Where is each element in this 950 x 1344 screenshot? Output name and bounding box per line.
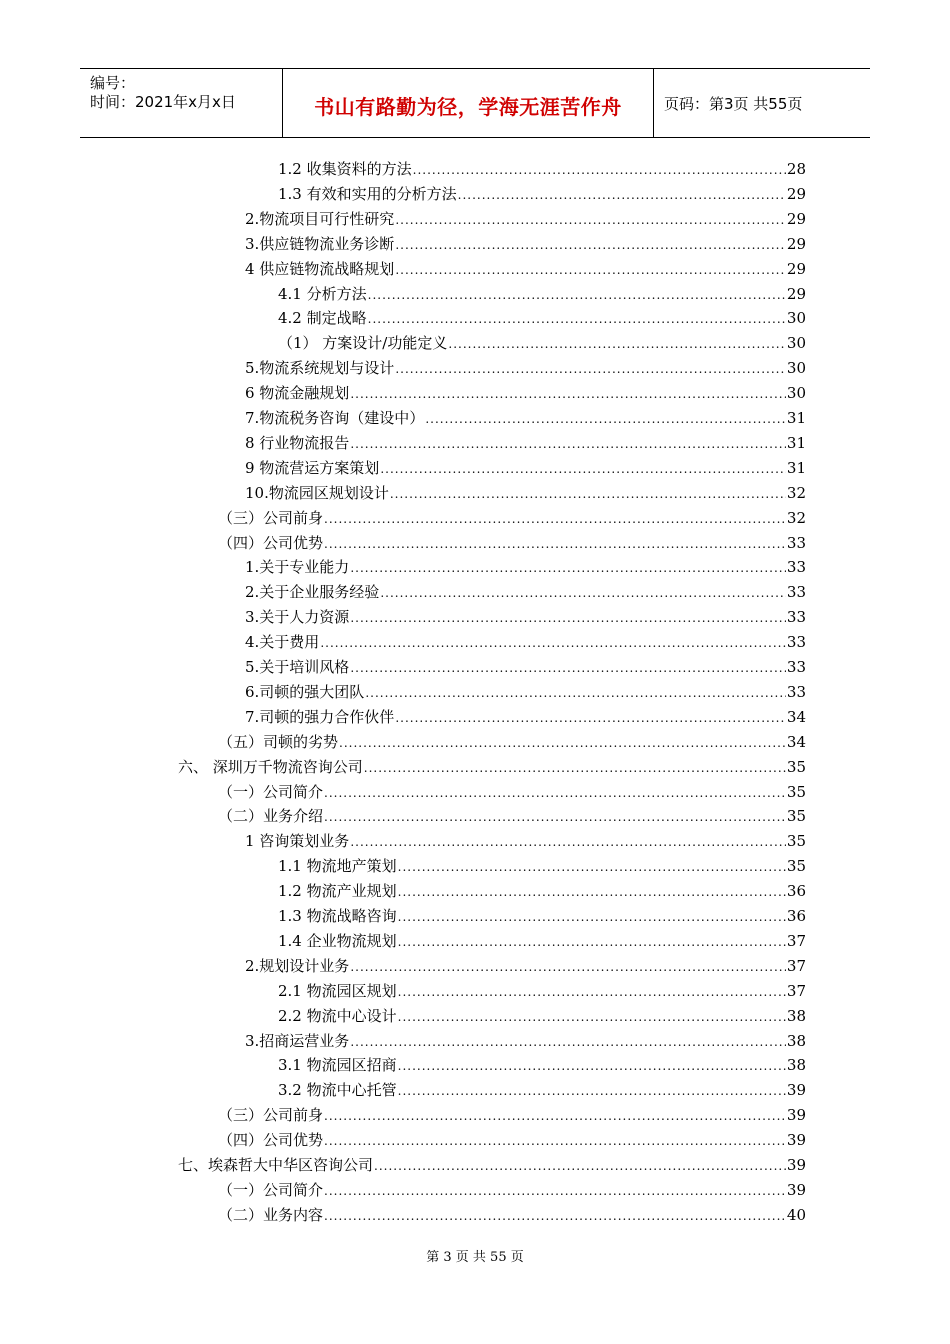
toc-dot-leader: [324, 806, 786, 828]
toc-entry[interactable]: [218, 781, 806, 803]
toc-entry-title: 4.2 制定战略: [278, 309, 367, 328]
toc-entry-title: 1.3 有效和实用的分析方法: [278, 184, 457, 203]
toc-entry[interactable]: [278, 930, 806, 952]
toc-entry-title: 1.3 物流战略咨询: [278, 907, 397, 925]
toc-dot-leader: [398, 1055, 786, 1077]
toc-entry[interactable]: [278, 332, 806, 354]
toc-entry-title: 3.供应链物流业务诊断: [245, 234, 395, 253]
toc-entry-title: 六、 深圳万千物流咨询公司: [178, 757, 363, 776]
toc-entry[interactable]: [245, 432, 806, 454]
toc-entry-page: 33: [786, 533, 806, 552]
toc-entry-page: 36: [786, 907, 806, 925]
toc-dot-leader: [413, 159, 786, 181]
toc-entry-page: 32: [786, 483, 806, 502]
toc-entry-page: 38: [786, 1006, 806, 1025]
toc-entry-page: 30: [786, 309, 806, 328]
toc-dot-leader: [425, 408, 786, 430]
toc-entry[interactable]: [245, 382, 806, 404]
toc-entry-page: 31: [786, 433, 806, 452]
toc-entry[interactable]: [245, 457, 806, 479]
toc-dot-leader: [350, 607, 786, 629]
toc-entry[interactable]: [278, 855, 806, 877]
toc-entry-title: 1.2 物流产业规划: [278, 882, 397, 901]
toc-dot-leader: [350, 831, 786, 853]
toc-entry-title: 3.2 物流中心托管: [278, 1081, 397, 1100]
toc-entry-title: 7.司顿的强力合作伙伴: [245, 707, 395, 726]
toc-entry-page: 30: [786, 384, 806, 403]
toc-entry-title: 1.4 企业物流规划: [278, 931, 397, 950]
toc-entry[interactable]: [218, 1129, 806, 1151]
toc-entry-page: 29: [786, 284, 806, 303]
toc-entry[interactable]: [218, 532, 806, 554]
toc-entry-page: 29: [786, 259, 806, 278]
toc-entry[interactable]: [245, 407, 806, 429]
toc-entry-page: 38: [786, 1056, 806, 1075]
toc-dot-leader: [324, 782, 786, 804]
toc-entry-title: （一）公司简介: [218, 1180, 324, 1199]
toc-entry-page: 29: [786, 184, 806, 203]
toc-entry[interactable]: [245, 606, 806, 628]
toc-dot-leader: [365, 682, 786, 704]
header-motto-cell: [283, 69, 654, 137]
toc-dot-leader: [398, 906, 786, 928]
toc-entry-title: 5.物流系统规划与设计: [245, 359, 395, 378]
toc-dot-leader: [395, 234, 786, 256]
toc-dot-leader: [320, 632, 786, 654]
toc-entry-title: 2.1 物流园区规划: [278, 981, 397, 1000]
toc-entry[interactable]: [278, 307, 806, 329]
toc-dot-leader: [395, 358, 786, 380]
toc-entry-title: 3.1 物流园区招商: [278, 1056, 397, 1075]
toc-entry[interactable]: [245, 482, 806, 504]
toc-dot-leader: [398, 1006, 786, 1028]
toc-entry-title: 4.关于费用: [245, 633, 320, 652]
toc-entry[interactable]: [278, 980, 806, 1002]
toc-entry[interactable]: [278, 158, 806, 180]
toc-entry-title: 4.1 分析方法: [278, 284, 367, 303]
toc-entry-title: （二）业务介绍: [218, 807, 324, 826]
toc-entry-title: 2.2 物流中心设计: [278, 1006, 397, 1025]
toc-entry[interactable]: [245, 233, 806, 255]
toc-entry-page: 38: [786, 1031, 806, 1050]
toc-entry-title: 8 行业物流报告: [245, 433, 350, 452]
toc-dot-leader: [395, 209, 786, 231]
toc-entry-page: 37: [786, 981, 806, 1000]
toc-dot-leader: [395, 259, 786, 281]
toc-dot-leader: [398, 881, 786, 903]
toc-entry-page: 35: [786, 757, 806, 776]
toc-entry-title: 9 物流营运方案策划: [245, 458, 380, 477]
toc-entry[interactable]: [278, 905, 806, 927]
toc-dot-leader: [380, 458, 786, 480]
toc-entry-page: 28: [786, 160, 806, 178]
toc-entry-title: （五）司顿的劣势: [218, 732, 339, 751]
toc-entry-title: 6.司顿的强大团队: [245, 682, 365, 701]
toc-dot-leader: [324, 508, 786, 530]
time-label: 时间：2021年x月x日: [90, 93, 236, 111]
toc-dot-leader: [458, 184, 786, 206]
toc-entry[interactable]: [218, 1204, 806, 1226]
toc-entry-page: 39: [786, 1180, 806, 1199]
toc-dot-leader: [324, 1130, 786, 1152]
toc-entry-page: 39: [786, 1131, 806, 1150]
toc-dot-leader: [374, 1155, 786, 1177]
toc-entry-page: 40: [786, 1205, 806, 1224]
toc-entry-page: 36: [786, 882, 806, 901]
toc-dot-leader: [448, 333, 786, 355]
toc-entry-title: 5.关于培训风格: [245, 658, 350, 676]
header-page-cell: [654, 69, 870, 137]
toc-dot-leader: [324, 1205, 786, 1227]
toc-dot-leader: [350, 557, 786, 579]
toc-dot-leader: [350, 1031, 786, 1053]
toc-entry[interactable]: [245, 357, 806, 379]
toc-entry-title: （三）公司前身: [218, 1106, 324, 1125]
toc-entry[interactable]: [245, 706, 806, 728]
document-header: [80, 68, 870, 138]
toc-entry-title: （二）业务内容: [218, 1205, 324, 1224]
toc-entry[interactable]: [245, 681, 806, 703]
toc-entry-page: 31: [786, 409, 806, 427]
toc-dot-leader: [380, 582, 786, 604]
toc-entry-title: 2.规划设计业务: [245, 956, 350, 975]
toc-entry-page: 30: [786, 359, 806, 378]
toc-entry-title: 2.物流项目可行性研究: [245, 209, 395, 228]
toc-entry-page: 33: [786, 558, 806, 577]
toc-entry-title: 3.招商运营业务: [245, 1031, 350, 1050]
toc-entry-page: 39: [786, 1081, 806, 1100]
toc-entry-title: 1.关于专业能力: [245, 558, 350, 577]
toc-entry[interactable]: [218, 1104, 806, 1126]
toc-entry-page: 33: [786, 633, 806, 652]
toc-entry-page: 31: [786, 458, 806, 477]
toc-entry[interactable]: [218, 1179, 806, 1201]
toc-dot-leader: [350, 433, 786, 455]
toc-entry-title: 3.关于人力资源: [245, 608, 350, 627]
toc-entry[interactable]: [278, 283, 806, 305]
toc-dot-leader: [324, 1180, 786, 1202]
toc-entry-page: 39: [786, 1106, 806, 1125]
toc-entry-page: 35: [786, 857, 806, 876]
toc-entry-title: 1.1 物流地产策划: [278, 857, 397, 876]
toc-dot-leader: [350, 383, 786, 405]
toc-dot-leader: [398, 981, 786, 1003]
toc-entry-title: （四）公司优势: [218, 533, 324, 552]
toc-entry[interactable]: [218, 805, 806, 827]
toc-entry[interactable]: [278, 1005, 806, 1027]
toc-dot-leader: [368, 308, 786, 330]
toc-entry-page: 32: [786, 508, 806, 527]
toc-entry[interactable]: [245, 631, 806, 653]
toc-entry-page: 30: [786, 334, 806, 353]
toc-entry[interactable]: [218, 507, 806, 529]
toc-dot-leader: [350, 657, 786, 679]
toc-entry-title: 4 供应链物流战略规划: [245, 259, 395, 278]
toc-entry-title: 7.物流税务咨询（建设中）: [245, 409, 425, 427]
toc-entry-page: 33: [786, 583, 806, 602]
toc-entry-page: 35: [786, 832, 806, 851]
toc-dot-leader: [395, 707, 786, 729]
toc-entry-page: 33: [786, 658, 806, 676]
toc-dot-leader: [324, 1105, 786, 1127]
toc-entry-title: 2.关于企业服务经验: [245, 583, 380, 602]
toc-entry[interactable]: [218, 731, 806, 753]
toc-dot-leader: [368, 284, 786, 306]
code-label: 编号：: [90, 74, 136, 92]
toc-entry-title: 七、埃森哲大中华区咨询公司: [178, 1156, 374, 1174]
toc-entry[interactable]: [245, 1030, 806, 1052]
toc-entry[interactable]: [278, 183, 806, 205]
toc-dot-leader: [398, 856, 786, 878]
toc-entry-title: 6 物流金融规划: [245, 384, 350, 403]
toc-entry-page: 35: [786, 782, 806, 801]
toc-entry[interactable]: [245, 656, 806, 678]
toc-entry-page: 29: [786, 209, 806, 228]
toc-entry-page: 34: [786, 732, 806, 751]
toc-entry-page: 35: [786, 807, 806, 826]
toc-entry-title: （1） 方案设计/功能定义: [278, 334, 448, 353]
toc-entry-page: 34: [786, 707, 806, 726]
toc-entry[interactable]: [245, 556, 806, 578]
toc-entry-title: 1.2 收集资料的方法: [278, 160, 412, 178]
toc-entry-title: （四）公司优势: [218, 1131, 324, 1150]
toc-dot-leader: [398, 1080, 786, 1102]
toc-entry[interactable]: [245, 258, 806, 280]
toc-entry[interactable]: [245, 581, 806, 603]
toc-entry-title: （一）公司简介: [218, 782, 324, 801]
toc-entry[interactable]: [278, 880, 806, 902]
toc-dot-leader: [350, 956, 786, 978]
toc-entry-page: 33: [786, 608, 806, 627]
toc-entry[interactable]: [245, 830, 806, 852]
toc-entry[interactable]: [278, 1054, 806, 1076]
toc-dot-leader: [324, 533, 786, 555]
page-footer: 第 3 页 共 55 页: [426, 1250, 524, 1265]
toc-entry-title: 10.物流园区规划设计: [245, 483, 389, 502]
toc-dot-leader: [364, 757, 786, 779]
toc-entry[interactable]: [245, 208, 806, 230]
toc-entry-page: 39: [786, 1156, 806, 1174]
motto-text: 书山有路勤为径，学海无涯苦作舟: [314, 95, 622, 119]
toc-entry-title: 1 咨询策划业务: [245, 832, 350, 851]
toc-entry-page: 37: [786, 956, 806, 975]
toc-dot-leader: [398, 931, 786, 953]
toc-entry[interactable]: [278, 1079, 806, 1101]
header-meta-cell: [80, 69, 283, 137]
toc-entry-page: 33: [786, 682, 806, 701]
toc-entry[interactable]: [245, 955, 806, 977]
toc-entry[interactable]: [178, 756, 806, 778]
toc-entry-title: （三）公司前身: [218, 508, 324, 527]
toc-entry-page: 29: [786, 234, 806, 253]
toc-dot-leader: [390, 483, 786, 505]
toc-entry-page: 37: [786, 931, 806, 950]
header-page-label: 页码：第3页 共55页: [664, 95, 803, 113]
toc-entry[interactable]: [178, 1154, 806, 1176]
toc-dot-leader: [339, 732, 786, 754]
